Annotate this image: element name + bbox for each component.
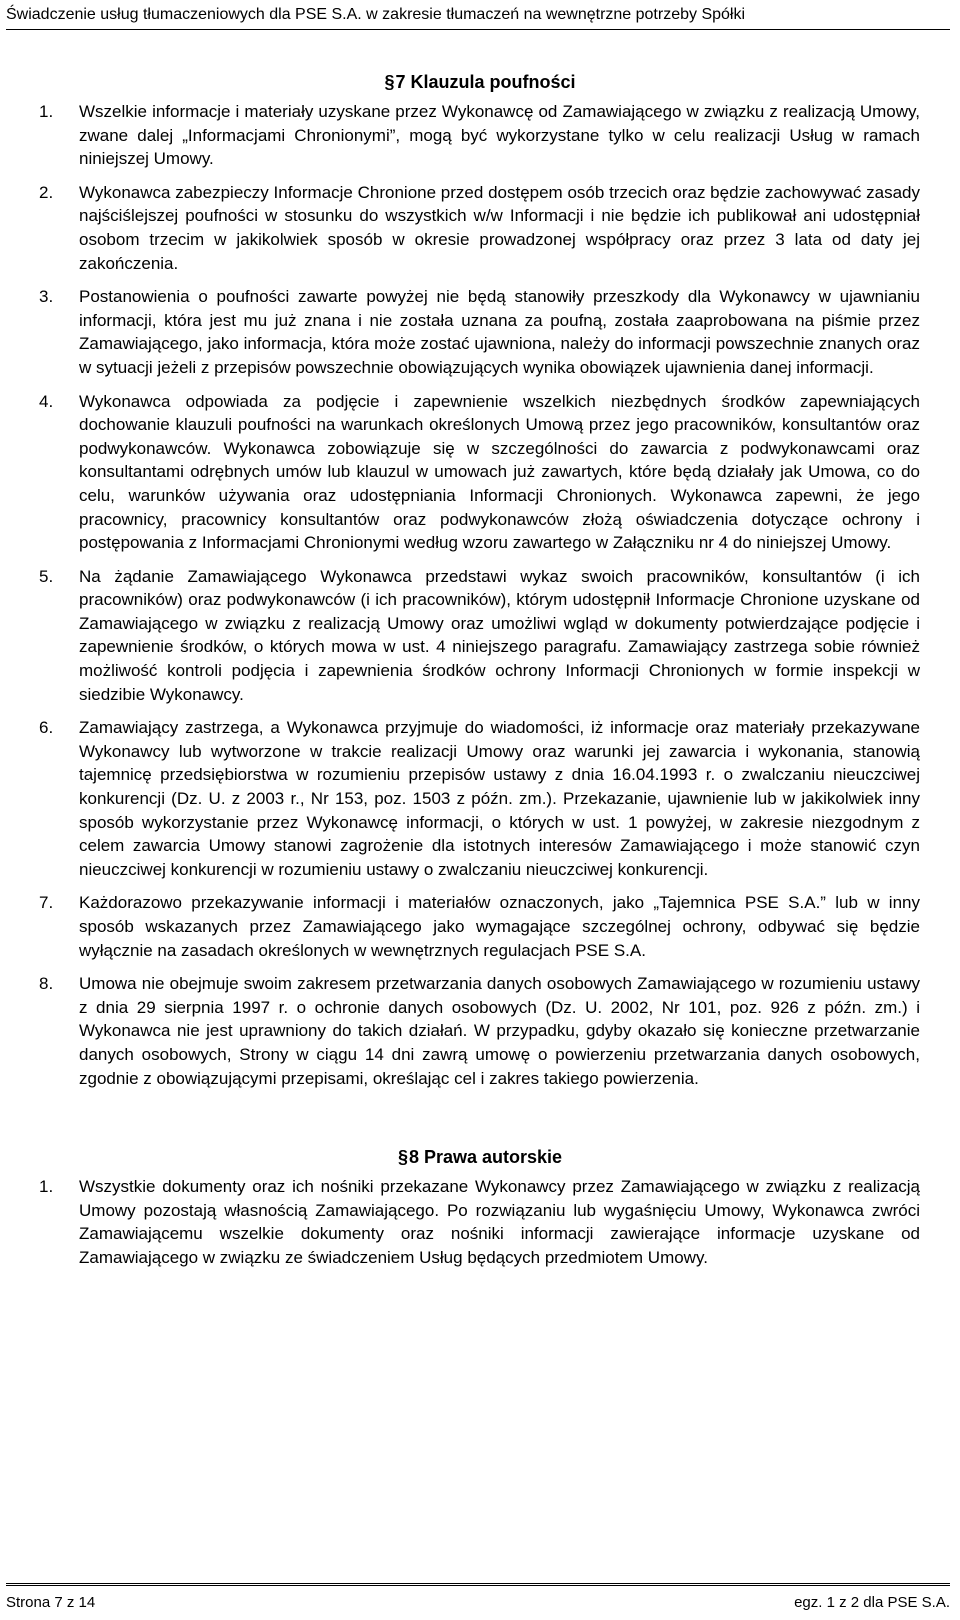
clause-text: Wszelkie informacje i materiały uzyskane przez Wykonawcę od Zamawiającego w związku z realizacją Umowy, zwane dalej „Informacjami Chronionymi”, mogą być wykorzystane tylko w celu realizacji Usług w ramach niniejszej Umowy.	[79, 102, 920, 169]
clause-number: 6.	[39, 718, 54, 738]
clause-text: Wszystkie dokumenty oraz ich nośniki przekazane Wykonawcy przez Zamawiającego w związku z realizacją Umowy pozostają własnością Zamawiającego. Po rozwiązaniu lub wygaśnięciu Umowy, Wykonawca zwróci Zamawiającemu wszelkie dokumenty oraz nośniki informacji zawierające informacje uzyskane od Zamawiającego w związku ze świadczeniem Usług będących przedmiotem Umowy.	[79, 1177, 920, 1267]
page-number: Strona 7 z 14	[6, 1594, 96, 1611]
clause-7-7	[39, 891, 920, 962]
clause-7-2	[39, 181, 920, 275]
clause-text: Każdorazowo przekazywanie informacji i materiałów oznaczonych, jako „Tajemnica PSE S.A.” lub w inny sposób wskazanych przez Zamawiającego jako wymagające szczególnej ochrony, odbywać się będzie wyłącznie na zasadach określonych w wewnętrznych regulacjach PSE S.A.	[79, 893, 920, 960]
copy-number: egz. 1 z 2 dla PSE S.A.	[794, 1594, 950, 1611]
document-body	[0, 70, 960, 1280]
clause-number: 1.	[39, 102, 54, 121]
section-symbol: §	[384, 72, 395, 92]
clause-7-5	[39, 565, 920, 707]
section-7-heading: 7 Klauzula poufności	[395, 72, 576, 92]
clause-text: Wykonawca odpowiada za podjęcie i zapewnienie wszelkich niezbędnych środków zapewniających dochowanie klauzuli poufności na warunkach określonych Umową przez jego pracowników, konsultantów oraz podwykonawców. Wykonawca zobowiązuje się w szczególności do zawarcia z podwykonawcami oraz konsultantami odrębnych umów lub klauzul w umowach już zawartych, które będą działały jak Umowa, co do celu, warunków używania oraz udostępniania Informacji Chronionych. Wykonawca zapewni, że jego pracownicy, pracownicy konsultantów oraz podwykonawców złożą oświadczenia dotyczące ochrony i postępowania z Informacjami Chronionymi według wzoru zawartego w Załączniku nr 4 do niniejszej Umowy.	[79, 391, 920, 553]
clause-7-3	[39, 285, 920, 379]
clause-number: 7.	[39, 893, 54, 913]
clause-7-1	[39, 100, 920, 171]
clause-text: Postanowienia o poufności zawarte powyżej nie będą stanowiły przeszkody dla Wykonawcy w ujawnianiu informacji, która jest mu już znana i nie została uznana za poufną, została zaaprobowana na piśmie przez Zamawiającego, jako informacja, która może zostać ujawniona, należy do informacji powszechnie znanych oraz w sytuacji jeżeli z przepisów powszechnie obowiązujących wynika obowiązek ujawnienia danej informacji.	[79, 287, 920, 377]
clause-number: 5.	[39, 566, 54, 586]
clause-number: 1.	[39, 1177, 54, 1197]
clause-number: 8.	[39, 974, 54, 994]
header-title: Świadczenie usług tłumaczeniowych dla PSE S.A. w zakresie tłumaczeń na wewnętrzne potrzeby Spółki	[6, 6, 746, 23]
clause-7-8	[39, 972, 920, 1090]
clause-number: 2.	[39, 182, 54, 202]
clause-text: Na żądanie Zamawiającego Wykonawca przedstawi wykaz swoich pracowników, konsultantów (i ich pracowników) oraz podwykonawców (i ich pracowników), którym udostępnił Informacje Chronione uzyskane od Zamawiającego w związku z realizacją Umowy oraz umożliwi wgląd w dokumenty potwierdzające podjęcie i zapewnienie środków, o których mowa w ust. 4 niniejszego paragrafu. Zamawiający zastrzega sobie również możliwość kontroli podjęcia i zapewnienia środków ochrony Informacji Chronionych w formie inspekcji w siedzibie Wykonawcy.	[79, 566, 920, 704]
page-footer	[6, 1583, 950, 1613]
clause-text: Zamawiający zastrzega, a Wykonawca przyjmuje do wiadomości, iż informacje oraz materiały przekazywane Wykonawcy lub wytworzone w trakcie realizacji Umowy oraz warunki jej zawarcia i wykonania, stanowią tajemnicę przedsiębiorstwa w rozumieniu przepisów ustawy z dnia 16.04.1993 r. o zwalczaniu nieuczciwej konkurencji (Dz. U. z 2003 r., Nr 153, poz. 1503 z późn. zm.). Przekazanie, ujawnienie lub w jakikolwiek inny sposób wykorzystanie przez Wykonawcę informacji, o których w ust. 1 powyżej, w zakresie niezgodnym z celem zawarcia Umowy stanowi zagrożenie dla istotnych interesów Zamawiającego i może stanowić czyn nieuczciwej konkurencji w rozumieniu ustawy o zwalczaniu nieuczciwej konkurencji.	[79, 718, 920, 879]
section-8-heading: 8 Prawa autorskie	[408, 1147, 563, 1168]
clause-8-1	[39, 1175, 920, 1269]
page-header	[6, 4, 950, 30]
section-symbol: §	[397, 1147, 408, 1168]
clause-number: 4.	[39, 391, 54, 411]
clause-7-6	[39, 716, 920, 881]
clause-number: 3.	[39, 287, 54, 307]
section-7-title	[0, 70, 960, 94]
section-8-title	[0, 1145, 960, 1169]
clause-text: Umowa nie obejmuje swoim zakresem przetwarzania danych osobowych Zamawiającego w rozumieniu ustawy z dnia 29 sierpnia 1997 r. o ochronie danych osobowych (Dz. U. 2002, Nr 101, poz. 926 z późn. zm.) i Wykonawca nie jest uprawniony do takich działań. W przypadku, gdyby okazało się konieczne przetwarzanie danych osobowych, Strony w ciągu 14 dni zawrą umowę o powierzeniu przetwarzania danych osobowych, zgodnie z obowiązującymi przepisami, określając cel i zakres takiego powierzenia.	[79, 974, 920, 1088]
clause-7-4	[39, 390, 920, 555]
clause-text: Wykonawca zabezpieczy Informacje Chronione przed dostępem osób trzecich oraz będzie zachowywać zasady najściślejszej poufności w stosunku do wszystkich w/w Informacji i nie będzie ich publikował ani udostępniał osobom trzecim w jakikolwiek sposób w okresie prowadzonej współpracy oraz przez 3 lata od daty jej zakończenia.	[79, 182, 920, 273]
section-spacer	[0, 1100, 960, 1145]
